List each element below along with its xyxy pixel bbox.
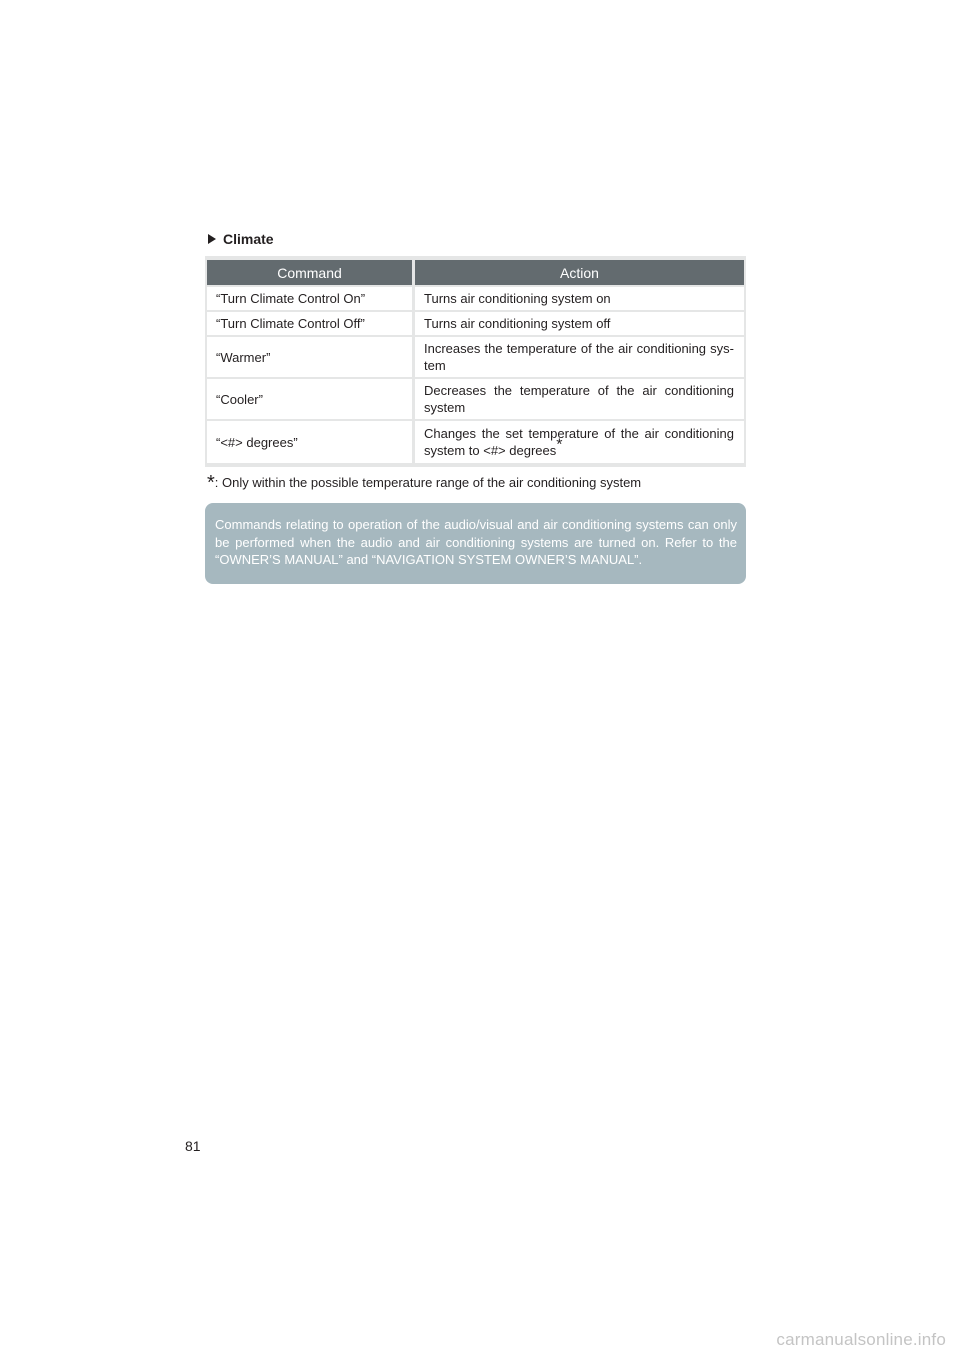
header-command: Command: [207, 260, 415, 285]
watermark: carmanualsonline.info: [776, 1330, 946, 1349]
footnote-text: : Only within the possible temperature range of the air conditioning system: [214, 475, 642, 490]
section-title: Climate: [223, 231, 274, 247]
footnote-star: *: [207, 472, 215, 494]
command-table: [205, 256, 746, 467]
action-cell: [415, 421, 744, 463]
action-cell: Turns air conditioning system off: [415, 312, 744, 335]
page-number: 81: [185, 1138, 201, 1154]
action-cell: Increases the temperature of the air conditioning sys-tem: [415, 337, 744, 377]
footnote-marker: *: [556, 436, 563, 454]
command-cell: “Turn Climate Control Off”: [207, 312, 415, 335]
footnote: [207, 472, 641, 495]
table-row: [207, 421, 744, 463]
triangle-bullet-icon: [208, 234, 216, 244]
info-note: Commands relating to operation of the audio/visual and air conditioning systems can only be performed when the audio and air conditioning systems are turned on. Refer to the “OWNER’S MANUAL” and “NAVIGATION SYSTEM OWNER’S MANUAL”.: [205, 503, 746, 584]
command-cell: “Cooler”: [207, 379, 415, 419]
command-cell: “<#> degrees”: [207, 421, 415, 463]
action-text: Changes the set temperature of the air conditioning system to <#> degrees: [424, 426, 734, 458]
table-header-row: [207, 260, 744, 285]
action-cell: Decreases the temperature of the air conditioning system: [415, 379, 744, 419]
command-cell: “Turn Climate Control On”: [207, 287, 415, 310]
table-row: [207, 337, 744, 377]
header-action: Action: [415, 260, 744, 285]
table-row: [207, 379, 744, 419]
action-cell: Turns air conditioning system on: [415, 287, 744, 310]
section-heading: [208, 231, 274, 247]
table-row: [207, 312, 744, 335]
table-row: [207, 287, 744, 310]
command-cell: “Warmer”: [207, 337, 415, 377]
